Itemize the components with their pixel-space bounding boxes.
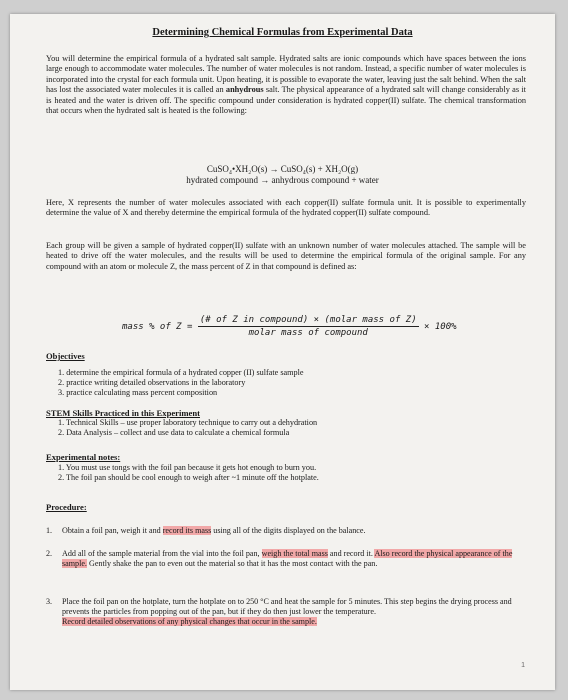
formula-lhs: mass % of Z = bbox=[122, 322, 193, 332]
procedure-step-3 bbox=[46, 597, 526, 627]
step-text: Place the foil pan on the hotplate, turn the hotplate on to 250 °C and heat the sample for 5 minutes. This step begins the drying process and prevents the particles from popping out of the pan, but if they do then just lower the temperature. bbox=[62, 597, 512, 616]
reaction-equation: CuSO₄•XH₂O(s) → CuSO₄(s) + XH₂O(g) bbox=[206, 164, 359, 174]
step-text: Add all of the sample material from the vial into the foil pan, bbox=[62, 549, 262, 558]
list-item: 3. practice calculating mass percent composition bbox=[58, 388, 218, 398]
step-text: Gently shake the pan to even out the material so that it has the most contact with the pan. bbox=[86, 559, 378, 568]
notes-list bbox=[58, 463, 518, 483]
step-number: 3. bbox=[46, 597, 53, 606]
document-page bbox=[10, 14, 555, 690]
highlighted-text: weigh the total mass bbox=[261, 549, 328, 558]
formula-denominator: molar mass of compound bbox=[248, 328, 368, 338]
formula-numerator: (# of Z in compound) × (molar mass of Z) bbox=[199, 315, 417, 325]
notes-header: Experimental notes: bbox=[46, 452, 121, 462]
highlighted-text: record its mass bbox=[162, 526, 212, 535]
reaction-description: hydrated compound → anhydrous compound + water bbox=[186, 175, 379, 185]
stem-header: STEM Skills Practiced in this Experiment bbox=[46, 408, 200, 418]
list-item: 1. Technical Skills – use proper laboratory technique to carry out a dehydration bbox=[58, 418, 318, 427]
page-number: 1 bbox=[521, 662, 525, 669]
page-title: Determining Chemical Formulas from Experimental Data bbox=[152, 27, 413, 38]
intro-text-2: salt. The physical appearance of a hydrated salt will change considerably as it is heated and the water is driven off. The specific compound under consideration is hydrated copper(II) sulfate. The chemical transformation that occurs when the hydrated salt is heated is the following: bbox=[46, 85, 526, 116]
intro-paragraph bbox=[46, 54, 526, 116]
anhydrous-term: anhydrous bbox=[225, 85, 264, 95]
procedure-header: Procedure: bbox=[46, 502, 87, 512]
list-item: 1. determine the empirical formula of a hydrated copper (II) sulfate sample bbox=[58, 368, 304, 377]
formula-rhs: × 100% bbox=[424, 322, 457, 332]
objectives-list bbox=[58, 368, 518, 399]
step-text: Obtain a foil pan, weigh it and bbox=[62, 526, 163, 535]
highlighted-text: Also record the physical appearance of the sample. bbox=[62, 549, 513, 568]
list-item: 2. Data Analysis – collect and use data to calculate a chemical formula bbox=[58, 428, 290, 438]
sample-paragraph: Each group will be given a sample of hydrated copper(II) sulfate with an unknown number of water molecules attached. The sample will be heated to drive off the water molecules, and the results will be used to determine the empirical formula of the original sample. For any compound with an atom or molecule Z, the mass percent of Z in that compound is defined as: bbox=[46, 241, 526, 271]
procedure-step-1 bbox=[46, 526, 526, 536]
step-text: using all of the digits displayed on the balance. bbox=[211, 526, 366, 535]
list-item: 1. You must use tongs with the foil pan because it gets hot enough to burn you. bbox=[58, 463, 317, 472]
objectives-header: Objectives bbox=[46, 351, 85, 361]
list-item: 2. practice writing detailed observations in the laboratory bbox=[58, 378, 246, 388]
mass-percent-formula bbox=[122, 315, 457, 338]
procedure-step-2 bbox=[46, 549, 526, 569]
highlighted-text: Record detailed observations of any physical changes that occur in the sample. bbox=[62, 617, 317, 626]
list-item: 2. The foil pan should be cool enough to weigh after ~1 minute off the hotplate. bbox=[58, 473, 319, 483]
intro-text-1: You will determine the empirical formula of a hydrated salt sample. Hydrated salts are ionic compounds which have spaces between the ions large enough to accommodate water molecules. The number of water molecules is not random. Instead, a specific number of water molecules is incorporated into the crystal for each formula unit. Upon heating, it is possible to evaporate the water, leaving just the salt behind. When the salt has lost the associated water molecules it is called an bbox=[46, 54, 526, 95]
step-number: 2. bbox=[46, 549, 53, 558]
step-number: 1. bbox=[46, 526, 53, 535]
stem-list bbox=[58, 418, 518, 438]
formula-fraction bbox=[198, 315, 419, 338]
step-text: and record it. bbox=[327, 549, 375, 558]
variable-paragraph: Here, X represents the number of water molecules associated with each copper(II) sulfate formula unit. It is possible to experimentally determine the value of X and thereby determine the empirical formula of the hydrated copper(II) sulfate compound. bbox=[46, 198, 526, 218]
